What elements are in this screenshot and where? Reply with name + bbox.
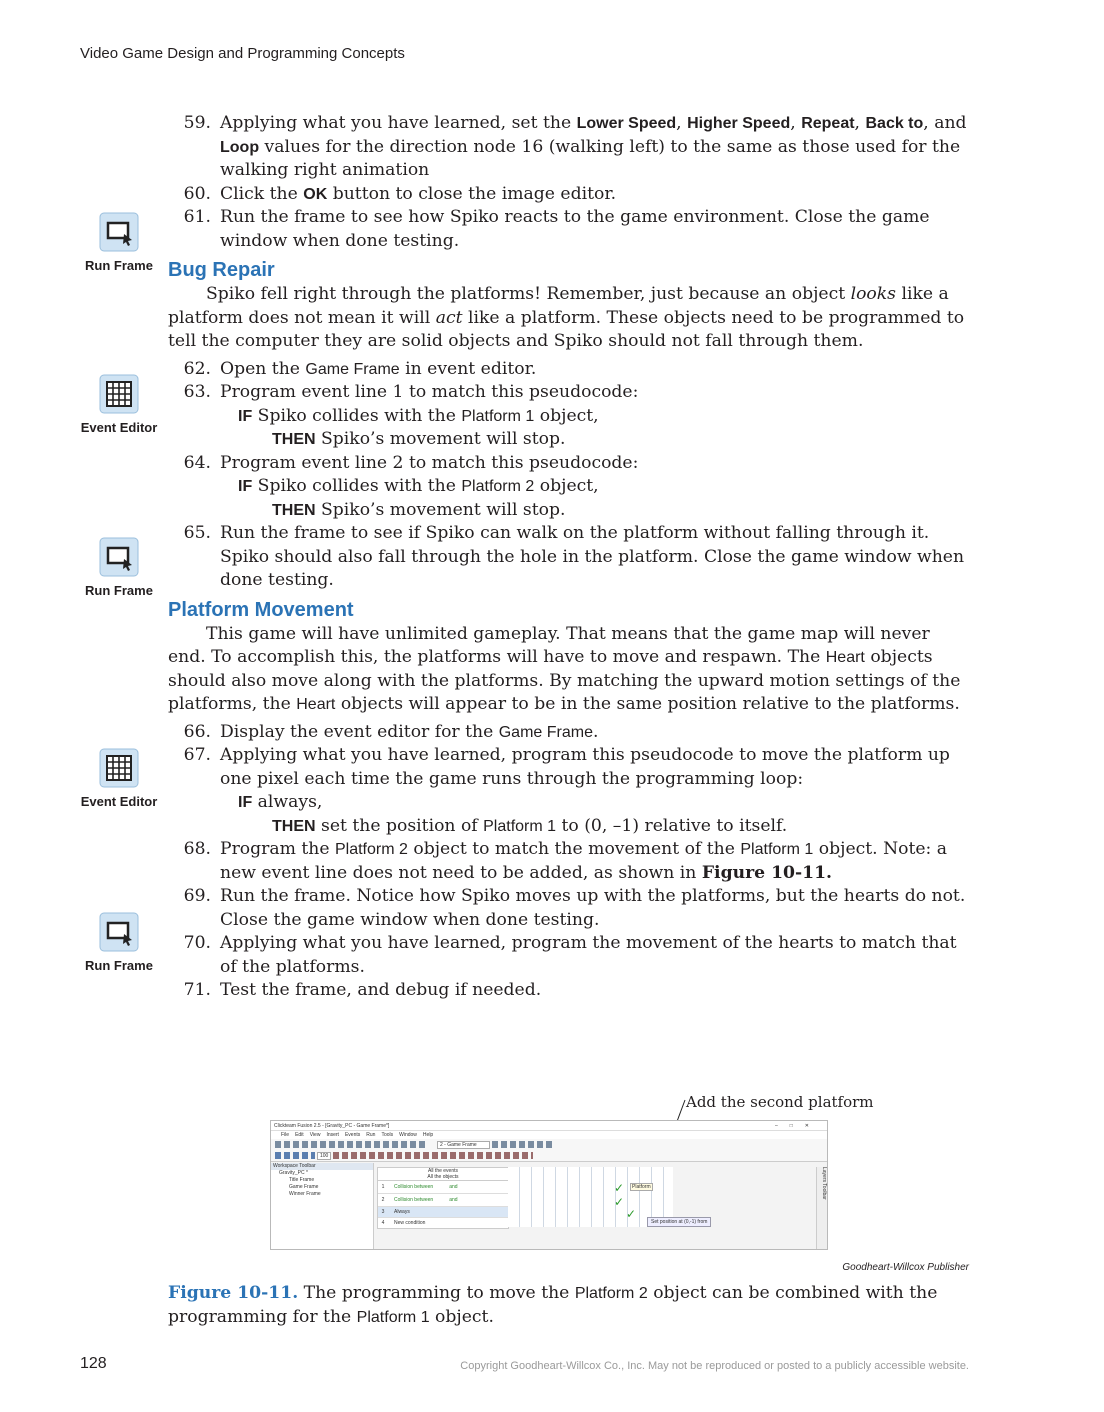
run-frame-icon	[99, 537, 139, 577]
menu-edit[interactable]: Edit	[295, 1132, 304, 1138]
event-editor-icon	[99, 748, 139, 788]
step-text: Run the frame. Notice how Spiko moves up with the platforms, but the hearts do not. Close the game window when done testing.	[220, 886, 966, 930]
step-text: Click the OK button to close the image editor.	[220, 183, 617, 204]
running-header: Video Game Design and Programming Concepts	[80, 45, 405, 62]
action-popup[interactable]	[647, 1217, 711, 1227]
step-69	[168, 885, 970, 932]
action-text: Set position at (0,-1) from	[651, 1219, 708, 1225]
step-number: 68.	[183, 839, 211, 859]
margin-label: Run Frame	[85, 258, 153, 273]
workspace-title: Workspace Toolbar	[271, 1163, 373, 1170]
step-66	[168, 721, 970, 745]
margin-label: Run Frame	[85, 583, 153, 598]
step-number: 67.	[183, 745, 211, 765]
step-text: Program event line 1 to match this pseudocode:	[220, 382, 639, 402]
objects-header: All the objects	[427, 1174, 459, 1180]
margin-run-frame-3	[80, 912, 158, 973]
step-number: 71.	[183, 980, 211, 1000]
workspace-toolbar	[271, 1163, 374, 1249]
step-number: 66.	[183, 721, 211, 742]
step-text: Program event line 2 to match this pseudocode:	[220, 452, 639, 473]
figure-credit: Goodheart-Willcox Publisher	[842, 1262, 969, 1273]
tree-game-frame[interactable]: Game Frame	[289, 1184, 319, 1190]
step-text: Open the Game Frame in event editor.	[220, 358, 537, 379]
step-67	[168, 744, 970, 791]
toolbar-2	[271, 1150, 827, 1162]
event-row[interactable]: 3 Always	[378, 1207, 508, 1218]
step-number: 65.	[183, 523, 211, 543]
platform-movement-paragraph: This game will have unlimited gameplay. That means that the game map will never end. To accomplish this, the platforms will have to move and respawn. The Heart objects should also move along with the platforms. By matching the upward motion settings of the platforms, the Heart objects will appear to be in the same position relative to the platforms.	[168, 623, 961, 714]
step-61	[168, 206, 970, 253]
object-tooltip: Platform	[632, 1184, 651, 1190]
figure-callout: Add the second platform	[686, 1093, 874, 1111]
zoom-field[interactable]: 100	[317, 1152, 331, 1160]
menu-window[interactable]: Window	[399, 1132, 417, 1138]
step-text: Applying what you have learned, program the movement of the hearts to match that of the platforms.	[220, 933, 957, 977]
step-60	[168, 183, 970, 207]
event-row[interactable]: 2 Collision between and	[378, 1194, 508, 1207]
window-controls[interactable]: –□✕	[775, 1122, 821, 1129]
zoom-controls[interactable]	[275, 1152, 315, 1159]
step-number: 69.	[183, 886, 211, 906]
layers-toolbar[interactable]: Layers Toolbar	[816, 1167, 827, 1249]
step-number: 60.	[183, 183, 211, 204]
pseudocode-then: THEN Spiko’s movement will stop.	[272, 499, 566, 520]
step-number: 59.	[183, 113, 211, 133]
step-text: Run the frame to see how Spiko reacts to the game environment. Close the game window when done testing.	[220, 207, 930, 251]
event-row[interactable]: 1 Collision between and	[378, 1181, 508, 1194]
menu-help[interactable]: Help	[422, 1132, 434, 1138]
margin-event-editor-1	[80, 374, 158, 435]
menu-events[interactable]: Events	[344, 1132, 361, 1138]
pseudocode-if: IF Spiko collides with the Platform 1 object,	[238, 405, 599, 426]
section-heading-platform-movement: Platform Movement	[168, 598, 354, 621]
frame-dropdown[interactable]: 2 - Game Frame	[437, 1141, 490, 1149]
step-text: Program the Platform 2 object to match the movement of the Platform 1 object. Note: a new event line does not need to be added, as shown in Figure 10-11.	[220, 839, 948, 883]
margin-run-frame-1	[80, 212, 158, 273]
margin-label: Run Frame	[85, 958, 153, 973]
toolbar-buttons-2[interactable]	[492, 1141, 552, 1148]
toolbar-buttons-3[interactable]	[333, 1152, 533, 1159]
margin-label: Event Editor	[80, 794, 158, 809]
menu-view[interactable]: View	[309, 1132, 321, 1138]
bug-repair-paragraph: Spiko fell right through the platforms! Remember, just because an object looks like a platform does not mean it will act like a platform. These objects need to be programmed to tell the computer they are solid objects and Spiko should not fall through them.	[168, 284, 965, 351]
pseudocode-if: IF always,	[238, 792, 323, 812]
menu-bar	[271, 1131, 827, 1139]
event-list	[377, 1167, 509, 1229]
step-text: Applying what you have learned, program this pseudocode to move the platform up one pixel each time the game runs through the programming loop:	[220, 745, 950, 789]
toolbar-buttons[interactable]	[275, 1141, 425, 1148]
tree-winner-frame[interactable]: Winner Frame	[289, 1191, 321, 1197]
margin-run-frame-2	[80, 537, 158, 598]
step-59	[168, 112, 970, 183]
run-frame-icon	[99, 912, 139, 952]
figure-caption: Figure 10-11. The programming to move the Platform 2 object can be combined with the programming for the Platform 1 object.	[168, 1283, 938, 1327]
main-text	[168, 112, 970, 1003]
step-number: 63.	[183, 382, 211, 402]
step-65	[168, 522, 970, 593]
check-icon: ✓	[626, 1207, 637, 1221]
step-71	[168, 979, 970, 1003]
app-title: Clickteam Fusion 2.5 - [Gravity_PC - Game Frame*]	[274, 1122, 390, 1129]
section-heading-bug-repair: Bug Repair	[168, 259, 275, 281]
copyright-notice: Copyright Goodheart-Willcox Co., Inc. May not be reproduced or posted to a publicly accessible website.	[460, 1360, 969, 1372]
menu-file[interactable]: File	[281, 1132, 290, 1138]
step-68	[168, 838, 970, 885]
toolbar-1	[271, 1139, 827, 1150]
step-number: 61.	[183, 207, 211, 227]
menu-insert[interactable]: Insert	[326, 1132, 339, 1138]
step-63	[168, 381, 970, 405]
step-number: 62.	[183, 358, 211, 379]
step-62	[168, 358, 970, 382]
figure-screenshot	[270, 1120, 828, 1250]
event-editor-icon	[99, 374, 139, 414]
menu-run[interactable]: Run	[366, 1132, 376, 1138]
pseudocode-then: THEN set the position of Platform 1 to (0, –1) relative to itself.	[272, 815, 788, 836]
step-number: 64.	[183, 452, 211, 473]
event-row[interactable]: 4 New condition	[381, 1220, 426, 1226]
step-text: Test the frame, and debug if needed.	[220, 980, 542, 1000]
step-text: Applying what you have learned, set the Lower Speed, Higher Speed, Repeat, Back to, and Loop values for the direction node 16 (walking left) to the same as those used for the walking right animation	[220, 113, 967, 180]
run-frame-icon	[99, 212, 139, 252]
check-icon: ✓	[614, 1181, 625, 1195]
tree-title-frame[interactable]: Title Frame	[289, 1177, 315, 1183]
step-text: Display the event editor for the Game Frame.	[220, 721, 599, 742]
margin-label: Event Editor	[80, 420, 158, 435]
app-titlebar	[271, 1121, 827, 1131]
pseudocode-then: THEN Spiko’s movement will stop.	[272, 429, 566, 449]
step-number: 70.	[183, 933, 211, 953]
margin-event-editor-2	[80, 748, 158, 809]
tree-app[interactable]: Gravity_PC *	[279, 1170, 308, 1176]
check-icon: ✓	[614, 1195, 625, 1209]
page-number: 128	[80, 1355, 107, 1372]
step-70	[168, 932, 970, 979]
events-header: All the events	[427, 1168, 459, 1174]
step-64	[168, 452, 970, 476]
step-text: Run the frame to see if Spiko can walk on the platform without falling through it. Spiko should also fall through the hole in the platform. Close the game window when done testing.	[220, 523, 965, 590]
menu-tools[interactable]: Tools	[381, 1132, 394, 1138]
pseudocode-if: IF Spiko collides with the Platform 2 object,	[238, 476, 599, 496]
